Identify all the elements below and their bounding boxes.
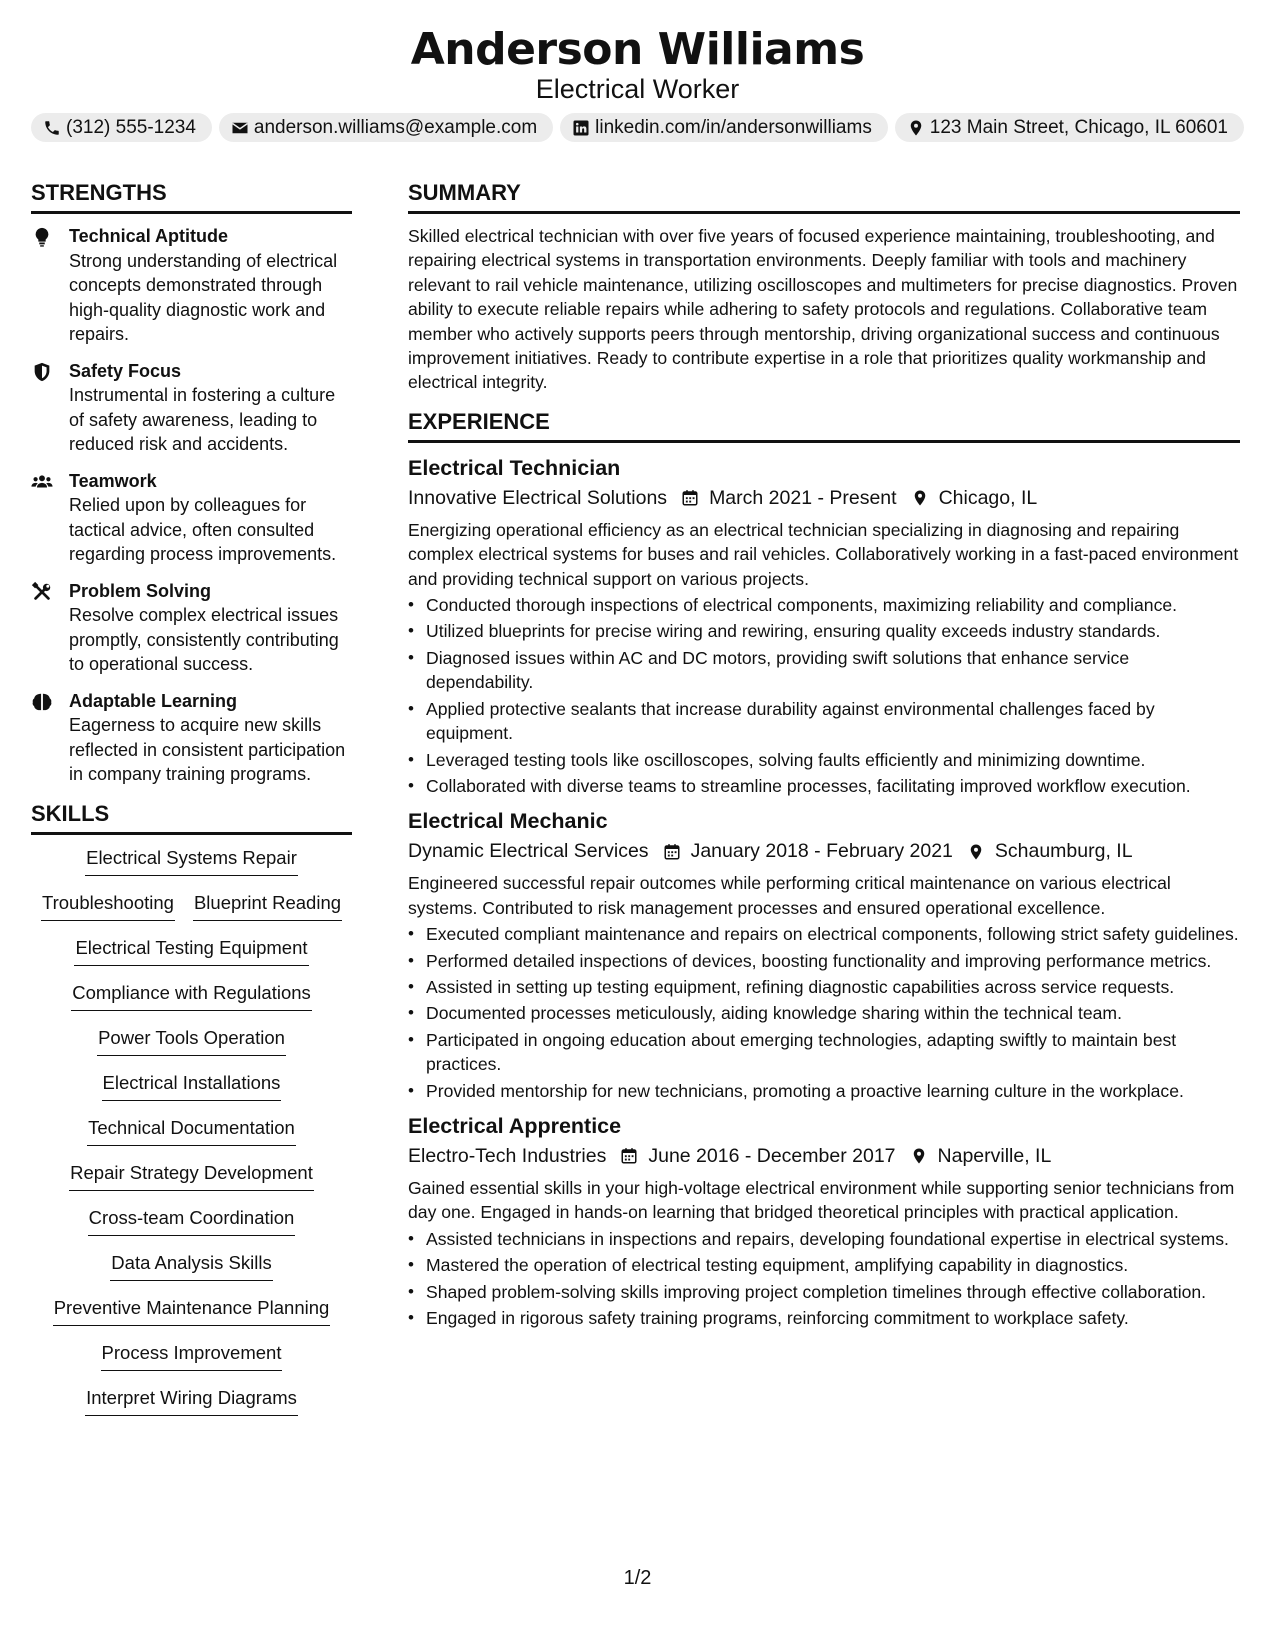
strength-name: Problem Solving	[69, 580, 212, 601]
map-pin-icon	[910, 1147, 928, 1165]
brain-icon	[31, 691, 53, 713]
calendar-icon	[620, 1147, 638, 1165]
map-pin-icon	[907, 119, 925, 137]
candidate-name: Anderson Williams	[410, 24, 865, 75]
address-chip[interactable]	[895, 113, 1244, 142]
job-bullet: • Performed detailed inspections of devices, boosting functionality and improving performance metrics.	[426, 949, 1240, 973]
job-bullet: • Applied protective sealants that increase durability against environmental challenges faced by equipment.	[426, 697, 1240, 746]
map-pin-icon	[911, 489, 929, 507]
job-location: Naperville, IL	[937, 1144, 1052, 1167]
strength-name: Safety Focus	[69, 360, 182, 381]
skill-tag: Troubleshooting	[41, 890, 175, 921]
job-bullet: • Executed compliant maintenance and repairs on electrical components, following strict safety guidelines.	[426, 922, 1240, 946]
phone-icon	[43, 119, 61, 137]
job-description: Energizing operational efficiency as an electrical technician specializing in diagnosing and repairing complex electrical systems for buses and rail vehicles. Collaboratively working in a fast-paced environment and providing technical support on various projects.	[408, 519, 1239, 589]
left-column	[31, 178, 352, 1430]
job-bullet: • Leveraged testing tools like oscilloscopes, solving faults efficiently and minimizing downtime.	[426, 748, 1240, 772]
right-column	[408, 178, 1240, 1338]
tools-icon	[31, 581, 53, 603]
email-chip[interactable]	[219, 113, 553, 142]
skill-tag: Electrical Systems Repair	[85, 845, 298, 876]
strength-item	[31, 224, 352, 347]
skill-tag: Data Analysis Skills	[110, 1250, 272, 1281]
strength-name: Teamwork	[69, 470, 157, 491]
strength-desc: Eagerness to acquire new skills reflected in consistent participation in company training programs.	[69, 715, 346, 784]
job-bullet: • Diagnosed issues within AC and DC motors, providing swift solutions that enhance service dependability.	[426, 646, 1240, 695]
envelope-icon	[231, 119, 249, 137]
strength-desc: Relied upon by colleagues for tactical advice, often consulted regarding process improvements.	[69, 495, 337, 564]
skill-tag: Cross-team Coordination	[88, 1205, 296, 1236]
calendar-icon	[681, 489, 699, 507]
job-bullet: • Shaped problem-solving skills improving project completion timelines through effective collaboration.	[426, 1280, 1240, 1304]
job-bullet: • Mastered the operation of electrical testing equipment, amplifying capability in diagnostics.	[426, 1253, 1240, 1277]
job-title: Electrical Worker	[535, 74, 740, 104]
job-position: Electrical Mechanic	[408, 809, 608, 834]
experience-heading: EXPERIENCE	[408, 407, 1240, 443]
job-location: Chicago, IL	[938, 486, 1038, 509]
job-company: Electro-Tech Industries	[408, 1144, 607, 1167]
job-company: Innovative Electrical Solutions	[408, 486, 668, 509]
strength-desc: Strong understanding of electrical concepts demonstrated through high-quality diagnostic work and repairs.	[69, 250, 338, 344]
page-number: 1/2	[623, 1567, 652, 1589]
strength-desc: Resolve complex electrical issues promptly, consistently contributing to operational success.	[69, 605, 339, 674]
job-dates: January 2018 - February 2021	[690, 840, 953, 863]
linkedin-icon	[572, 119, 590, 137]
strength-item	[31, 469, 352, 567]
job-dates: June 2016 - December 2017	[648, 1144, 896, 1167]
job-bullet: • Assisted in setting up testing equipment, refining diagnostic capabilities across service requests.	[426, 975, 1240, 999]
calendar-icon	[663, 843, 681, 861]
job-bullet: • Documented processes meticulously, aiding knowledge sharing within the technical team.	[426, 1001, 1240, 1025]
skill-tag: Electrical Installations	[102, 1070, 282, 1101]
summary-text: Skilled electrical technician with over five years of focused experience maintaining, troubleshooting, and repairing electrical systems in transportation environments. Deeply familiar with tools and machinery relevant to rail vehicle maintenance, utilizing oscilloscopes and multimeters for precise diagnostics. Proven ability to execute reliable repairs while adhering to safety protocols and regulations. Collaborative team member who actively supports peers through mentorship, driving organizational success and continuous improvement initiatives. Ready to contribute expertise in a role that prioritizes quality workmanship and electrical integrity.	[408, 226, 1238, 393]
strength-name: Technical Aptitude	[69, 226, 229, 246]
map-pin-icon	[967, 843, 985, 861]
skills-heading: SKILLS	[31, 799, 352, 835]
job-bullet: • Participated in ongoing education about emerging technologies, adapting swiftly to maintain best practices.	[426, 1028, 1240, 1077]
skill-tag: Compliance with Regulations	[71, 980, 312, 1011]
shield-icon	[31, 361, 53, 383]
job-entry	[408, 1111, 1240, 1330]
job-entry	[408, 453, 1240, 798]
job-bullet: • Provided mentorship for new technicians, promoting a proactive learning culture in the workplace.	[426, 1079, 1240, 1103]
job-bullet: • Engaged in rigorous safety training programs, reinforcing commitment to workplace safety.	[426, 1306, 1240, 1330]
skill-tag: Preventive Maintenance Planning	[53, 1295, 331, 1326]
strength-item	[31, 689, 352, 787]
strength-desc: Instrumental in fostering a culture of safety awareness, leading to reduced risk and accidents.	[69, 385, 336, 454]
linkedin-text: linkedin.com/in/andersonwilliams	[595, 116, 872, 138]
job-description: Engineered successful repair outcomes while performing critical maintenance on various electrical systems. Contributed to risk management processes and ensured operational excellence.	[408, 873, 1171, 918]
email-text: anderson.williams@example.com	[253, 116, 538, 138]
job-position: Electrical Apprentice	[408, 1113, 622, 1138]
strength-item	[31, 359, 352, 457]
job-location: Schaumburg, IL	[994, 840, 1133, 863]
address-text: 123 Main Street, Chicago, IL 60601	[929, 116, 1228, 138]
summary-heading: SUMMARY	[408, 178, 1240, 214]
lightbulb-icon	[31, 226, 53, 248]
job-description: Gained essential skills in your high-voltage electrical environment while supporting senior technicians from day one. Engaged in hands-on learning that bridged theoretical principles with practical application.	[408, 1177, 1235, 1223]
job-bullet: • Assisted technicians in inspections and repairs, developing foundational expertise in electrical systems.	[426, 1227, 1240, 1251]
strength-item	[31, 579, 352, 677]
skill-tag: Technical Documentation	[87, 1115, 296, 1146]
linkedin-chip[interactable]	[560, 113, 888, 142]
job-entry	[408, 806, 1240, 1103]
skill-tag: Process Improvement	[101, 1340, 283, 1371]
phone-chip[interactable]	[31, 113, 212, 142]
job-bullet: • Collaborated with diverse teams to streamline processes, facilitating improved workflow execution.	[426, 774, 1240, 798]
skill-tag: Interpret Wiring Diagrams	[85, 1385, 298, 1416]
phone-text: (312) 555-1234	[66, 116, 196, 138]
skill-tag: Power Tools Operation	[97, 1025, 286, 1056]
users-icon	[31, 471, 53, 493]
strengths-heading: STRENGTHS	[31, 178, 352, 214]
job-position: Electrical Technician	[408, 455, 621, 480]
skill-tag: Electrical Testing Equipment	[74, 935, 308, 966]
job-bullet: • Utilized blueprints for precise wiring and rewiring, ensuring quality exceeds industry standards.	[426, 619, 1240, 643]
skill-tag: Blueprint Reading	[193, 890, 342, 921]
contact-bar	[31, 113, 1244, 142]
job-company: Dynamic Electrical Services	[408, 840, 649, 863]
job-dates: March 2021 - Present	[709, 486, 897, 509]
skill-tag: Repair Strategy Development	[69, 1160, 314, 1191]
skills-list	[31, 845, 352, 1430]
job-bullet: • Conducted thorough inspections of electrical components, maximizing reliability and compliance.	[426, 593, 1240, 617]
strength-name: Adaptable Learning	[69, 690, 238, 711]
